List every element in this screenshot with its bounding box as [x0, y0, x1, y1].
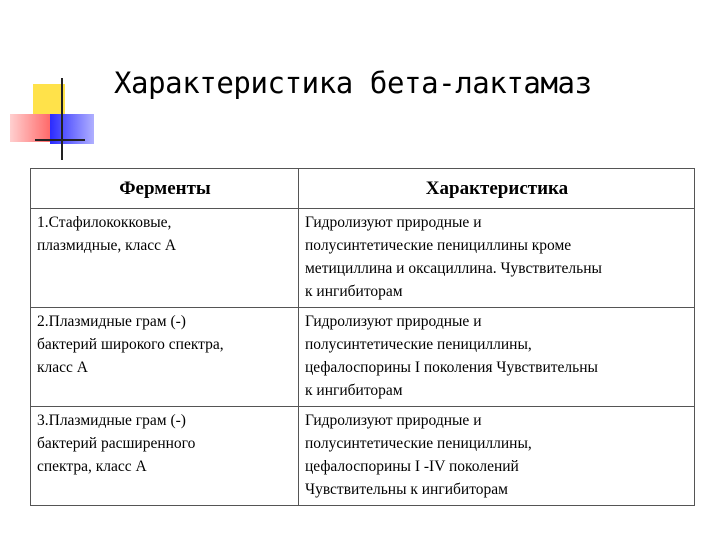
cell-line: бактерий широкого спектра,: [37, 336, 224, 353]
cell-line: Гидролизуют природные и: [305, 313, 482, 330]
cell-line: бактерий расширенного: [37, 435, 196, 452]
cell-line: 1.Стафилококковые,: [37, 214, 172, 231]
characteristics-table: [30, 168, 695, 506]
cell-line: спектра, класс А: [37, 458, 147, 475]
header-characteristics: Характеристика: [299, 169, 695, 209]
cell-line: к ингибиторам: [305, 283, 403, 300]
description-cell: [299, 407, 695, 506]
header-enzymes: Ферменты: [31, 169, 299, 209]
cell-line: полусинтетические пенициллины,: [305, 336, 532, 353]
slide-title: Характеристика бета-лактамаз: [114, 66, 592, 100]
enzyme-cell: [31, 308, 299, 407]
cell-line: полусинтетические пенициллины,: [305, 435, 532, 452]
table-row: [31, 209, 695, 308]
table-header-row: [31, 169, 695, 209]
cell-line: метициллина и оксациллина. Чувствительны: [305, 260, 602, 277]
decor-red-square: [10, 114, 54, 142]
cell-line: полусинтетические пенициллины кроме: [305, 237, 572, 254]
enzyme-cell: [31, 209, 299, 308]
cell-line: цефалоспорины I поколения Чувствительны: [305, 359, 598, 376]
decor-vertical-line: [61, 78, 63, 160]
cell-line: цефалоспорины I -IV поколений: [305, 458, 519, 475]
cell-line: Гидролизуют природные и: [305, 412, 482, 429]
cell-line: 2.Плазмидные грам (-): [37, 313, 186, 330]
cell-line: к ингибиторам: [305, 382, 403, 399]
cell-line: 3.Плазмидные грам (-): [37, 412, 186, 429]
description-cell: [299, 209, 695, 308]
decor-horizontal-line: [35, 139, 85, 141]
cell-line: Гидролизуют природные и: [305, 214, 482, 231]
cell-line: Чувствительны к ингибиторам: [305, 481, 508, 498]
description-cell: [299, 308, 695, 407]
cell-line: класс А: [37, 359, 88, 376]
table-row: [31, 308, 695, 407]
cell-line: плазмидные, класс А: [37, 237, 177, 254]
enzyme-cell: [31, 407, 299, 506]
table-row: [31, 407, 695, 506]
